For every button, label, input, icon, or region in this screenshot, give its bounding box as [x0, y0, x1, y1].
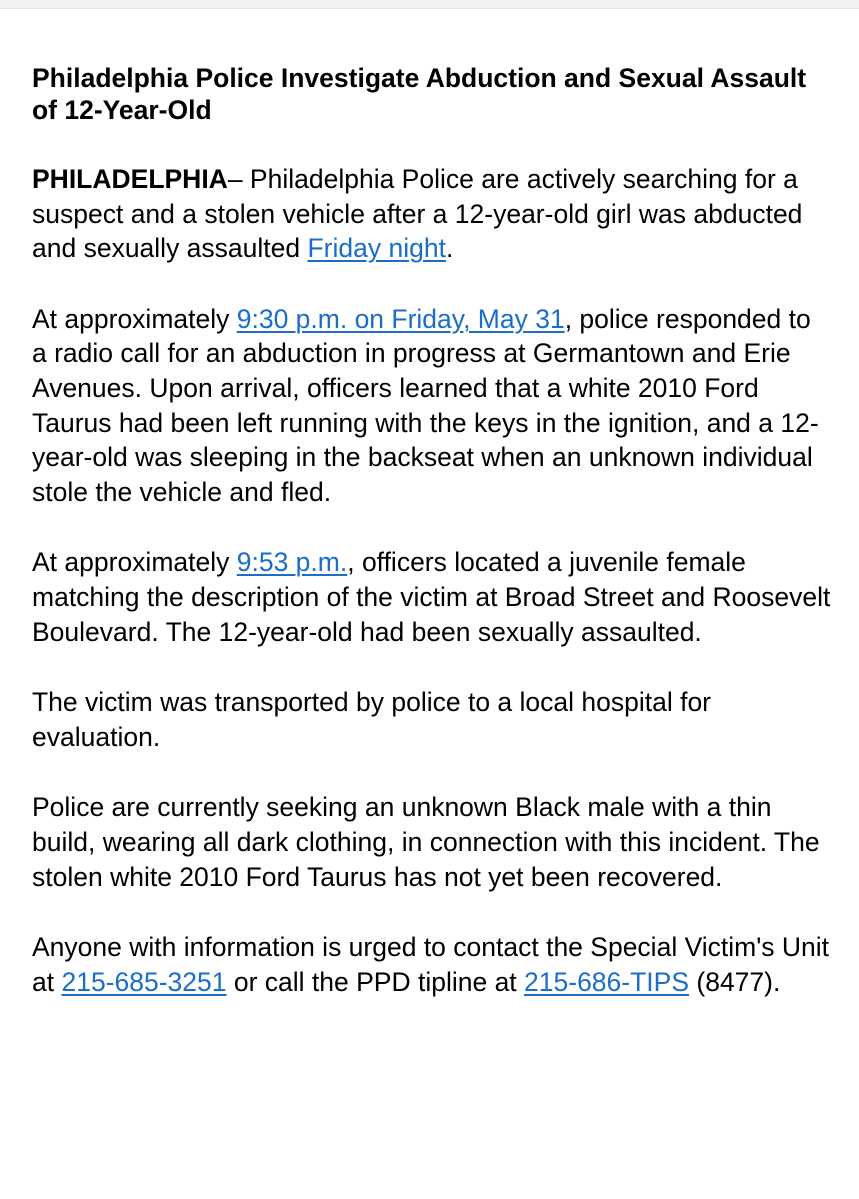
intro-end: .: [445, 233, 454, 264]
located-post: , officers located a juvenile female matching the description of the victim at Broad Street and Roosevelt Boulevard. The 12-year-old had been sexually assaulted.: [32, 547, 831, 647]
paragraph-suspect: Police are currently seeking an unknown Black male with a thin build, wearing all dark clothing, in connection with this incident. The stolen white 2010 Ford Taurus has not yet been recovered.: [32, 792, 820, 892]
link-svu-phone[interactable]: 215-685-3251: [61, 966, 227, 997]
paragraph-intro: [32, 162, 832, 266]
top-divider: [0, 0, 859, 9]
article: [32, 62, 832, 1035]
call-pre: At approximately: [32, 303, 237, 334]
paragraph-call: [32, 302, 832, 510]
contact-post: (8477).: [689, 966, 781, 997]
paragraph-hospital: The victim was transported by police to a local hospital for evaluation.: [32, 687, 712, 752]
call-post: , police responded to a radio call for an abduction in progress at Germantown and Erie Avenues. Upon arrival, officers learned that a white 2010 Ford Taurus had been left running with the keys in the ignition, and a 12-year-old was sleeping in the backseat when an unknown individual stole the vehicle and fled.: [32, 303, 819, 507]
article-title: Philadelphia Police Investigate Abduction and Sexual Assault of 12-Year-Old: [32, 63, 807, 125]
link-located-time[interactable]: 9:53 p.m.: [236, 547, 348, 578]
link-friday-night[interactable]: Friday night: [307, 233, 446, 264]
intro-text: – Philadelphia Police are actively searching for a suspect and a stolen vehicle after a 12-year-old girl was abducted and sexually assaulted: [32, 164, 803, 264]
link-call-time[interactable]: 9:30 p.m. on Friday, May 31: [236, 303, 565, 334]
link-tipline-phone[interactable]: 215-686-TIPS: [524, 966, 690, 997]
contact-mid: or call the PPD tipline at: [226, 966, 525, 997]
paragraph-located: [32, 545, 832, 649]
located-pre: At approximately: [32, 547, 237, 578]
contact-pre: Anyone with information is urged to contact the Special Victim's Unit at: [32, 932, 830, 997]
dateline: PHILADELPHIA: [32, 164, 228, 194]
paragraph-contact: [32, 930, 832, 999]
